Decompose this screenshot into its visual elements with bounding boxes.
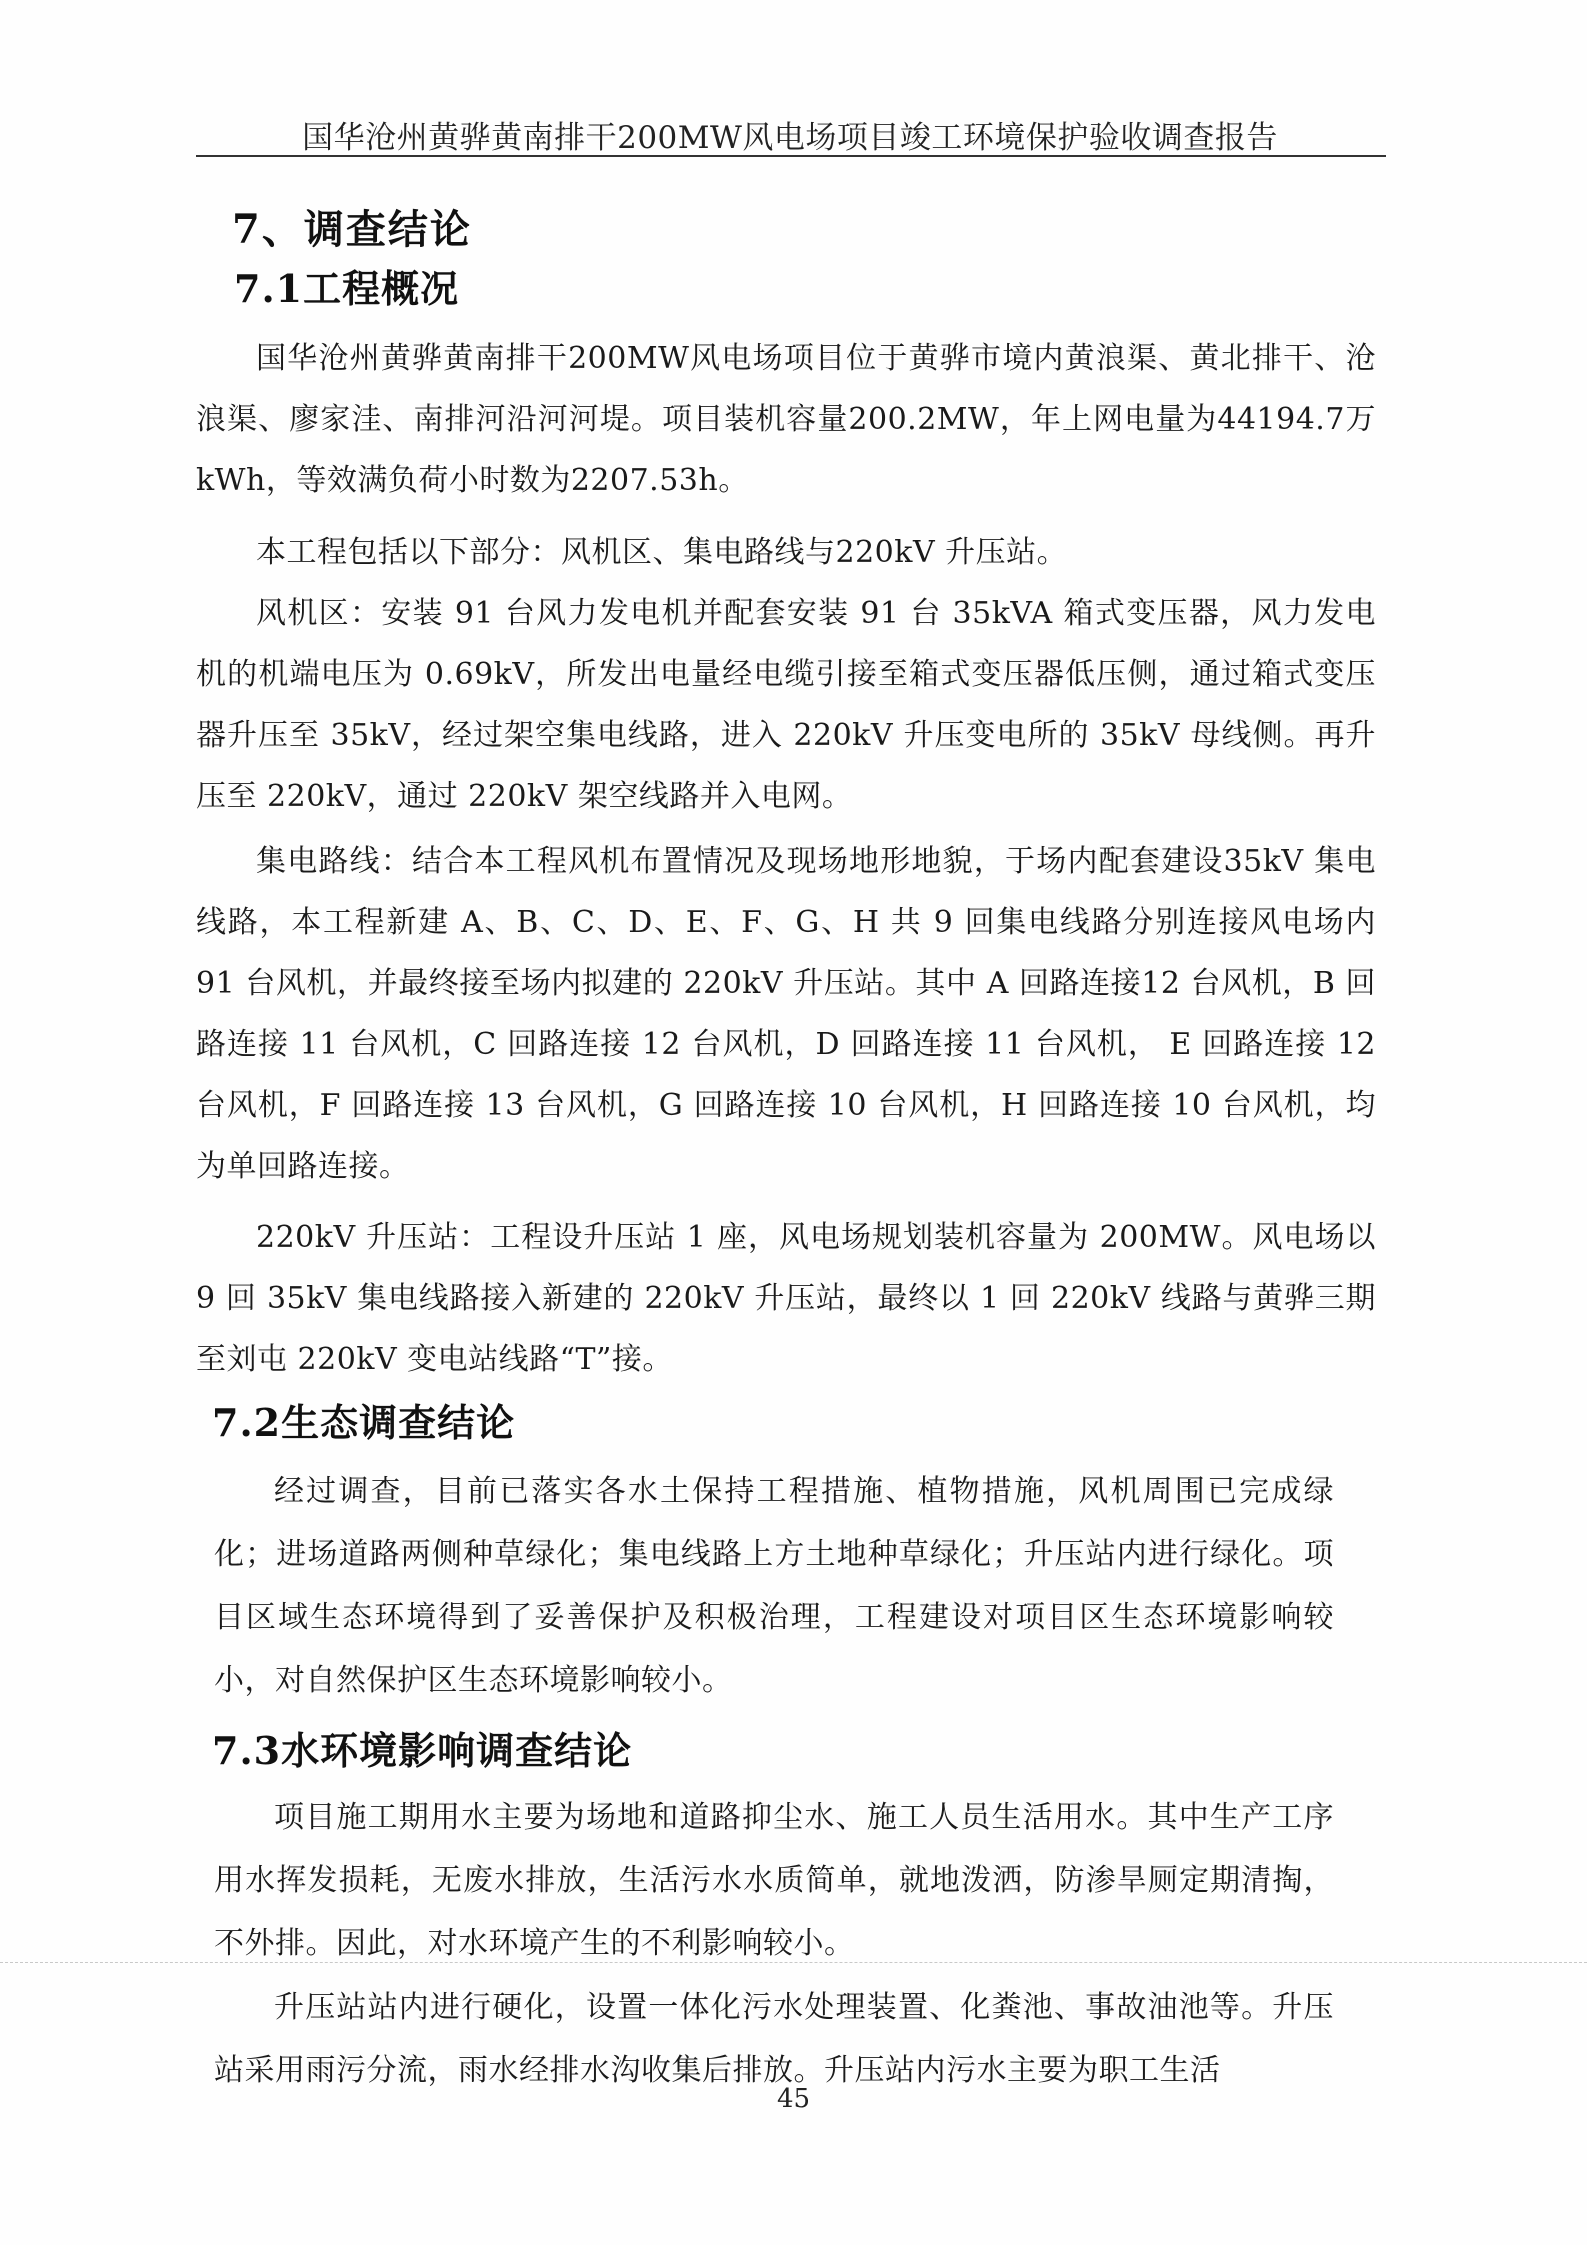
paragraph-project-location: 国华沧州黄骅黄南排干200MW风电场项目位于黄骅市境内黄浪渠、黄北排干、沧浪渠、廖家洼、南排河沿河河堤。项目装机容量200.2MW，年上网电量为44194.7万kWh，等效满负荷小时数为2207.53h。 [196,341,1376,498]
section-title-7-3: 7.3水环境影响调查结论 [212,1728,633,1773]
header-divider [196,155,1386,157]
paragraph-construction-water: 项目施工期用水主要为场地和道路抑尘水、施工人员生活用水。其中生产工序用水挥发损耗，无废水排放，生活污水水质简单，就地泼洒，防渗旱厕定期清掏，不外排。因此，对水环境产生的不利影响较小。 [214,1800,1334,1961]
section-title-7-2: 7.2生态调查结论 [212,1400,516,1445]
scan-artifact-line [0,1962,1587,1963]
paragraph-collector-lines: 集电路线：结合本工程风机布置情况及现场地形地貌，于场内配套建设35kV 集电线路，本工程新建 A、B、C、D、E、F、G、H 共 9 回集电线路分别连接风电场内 91 台风机，并最终接至场内拟建的 220kV 升压站。其中 A 回路连接12 台风机，B 回路连接 11 台风机，C 回路连接 12 台风机，D 回路连接 11 台风机， E 回路连接 12 台风机，F 回路连接 13 台风机，G 回路连接 10 台风机，H 回路连接 10 台风机，均为单回路连接。 [196,844,1376,1184]
running-header: 国华沧州黄骅黄南排干200MW风电场项目竣工环境保护验收调查报告 [302,120,1278,156]
chapter-title: 7、调查结论 [232,206,472,253]
page-number: 45 [776,2084,811,2114]
paragraph-turbine-area: 风机区：安装 91 台风力发电机并配套安装 91 台 35kVA 箱式变压器，风力发电机的机端电压为 0.69kV，所发出电量经电缆引接至箱式变压器低压侧，通过箱式变压器升压至 35kV，经过架空集电线路，进入 220kV 升压变电所的 35kV 母线侧。再升压至 220kV，通过 220kV 架空线路并入电网。 [196,596,1376,814]
paragraph-substation-water: 升压站站内进行硬化，设置一体化污水处理装置、化粪池、事故油池等。升压站采用雨污分流，雨水经排水沟收集后排放。升压站内污水主要为职工生活 [214,1990,1334,2088]
paragraph-ecology-conclusion: 经过调查，目前已落实各水土保持工程措施、植物措施，风机周围已完成绿化；进场道路两侧种草绿化；集电线路上方土地种草绿化；升压站内进行绿化。项目区域生态环境得到了妥善保护及积极治理，工程建设对项目区生态环境影响较小，对自然保护区生态环境影响较小。 [214,1474,1334,1698]
paragraph-project-parts: 本工程包括以下部分：风机区、集电路线与220kV 升压站。 [256,535,1068,570]
paragraph-substation: 220kV 升压站：工程设升压站 1 座，风电场规划装机容量为 200MW。风电场以 9 回 35kV 集电线路接入新建的 220kV 升压站，最终以 1 回 220kV 线路与黄骅三期至刘屯 220kV 变电站线路“T”接。 [196,1220,1376,1377]
section-title-7-1: 7.1工程概况 [234,266,460,311]
